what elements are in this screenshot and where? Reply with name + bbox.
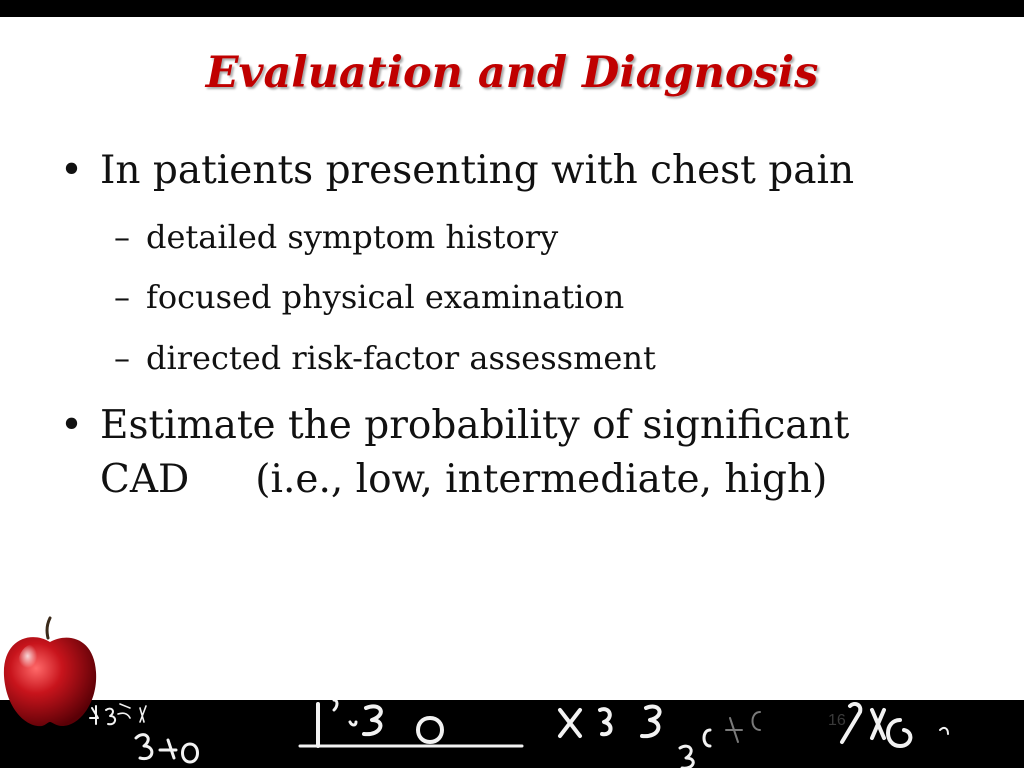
chalk-digit <box>183 744 198 762</box>
chalk-digit <box>136 735 152 759</box>
chalk-digit <box>600 709 611 734</box>
slide-title: Evaluation and Diagnosis <box>205 48 819 98</box>
chalk-digit <box>642 707 660 737</box>
chalk-digit <box>140 706 146 722</box>
sub-bullet-text: focused physical examination <box>146 278 625 316</box>
chalk-digit <box>418 718 442 742</box>
chalk-digit <box>560 710 580 736</box>
sub-bullet-text: detailed symptom history <box>146 218 559 256</box>
bullet-chest-pain <box>60 144 855 198</box>
sub-bullet-text: directed risk-factor assessment <box>146 339 656 377</box>
sub-bullet-symptom-history <box>114 217 559 257</box>
cad-label: CAD <box>100 457 190 502</box>
chalk-digit <box>872 710 884 738</box>
chalk-stroke <box>350 722 356 725</box>
chalk-digit <box>364 706 381 734</box>
dash-mark: – <box>114 278 130 316</box>
chalk-scribbles <box>0 700 1024 768</box>
dash-mark: – <box>114 218 130 256</box>
chalk-stroke <box>334 700 337 710</box>
chalk-digit <box>680 746 693 768</box>
apple-icon <box>0 616 100 736</box>
bullet-text: In patients presenting with chest pain <box>100 148 855 193</box>
chalkboard-band <box>0 700 1024 768</box>
bullet-mark: • <box>60 148 84 193</box>
chalk-digit <box>118 704 130 718</box>
chalk-digit <box>106 709 115 725</box>
bullet-estimate-probability <box>60 399 980 507</box>
dash-mark: – <box>114 339 130 377</box>
probability-levels: (i.e., low, intermediate, high) <box>255 457 828 502</box>
chalk-digit <box>160 740 176 758</box>
sub-bullet-physical-exam <box>114 277 625 317</box>
chalk-stroke <box>940 728 948 734</box>
bullet-text-line2 <box>100 453 980 507</box>
bullet-text-line1: Estimate the probability of significant <box>100 403 850 448</box>
chalk-digit <box>704 730 710 746</box>
chalk-digit <box>888 720 910 746</box>
chalk-digit <box>753 712 761 730</box>
slide-number: 16 <box>828 712 846 729</box>
chalk-digit <box>726 718 742 742</box>
sub-bullet-risk-factor <box>114 338 656 378</box>
bullet-mark: • <box>60 403 84 448</box>
